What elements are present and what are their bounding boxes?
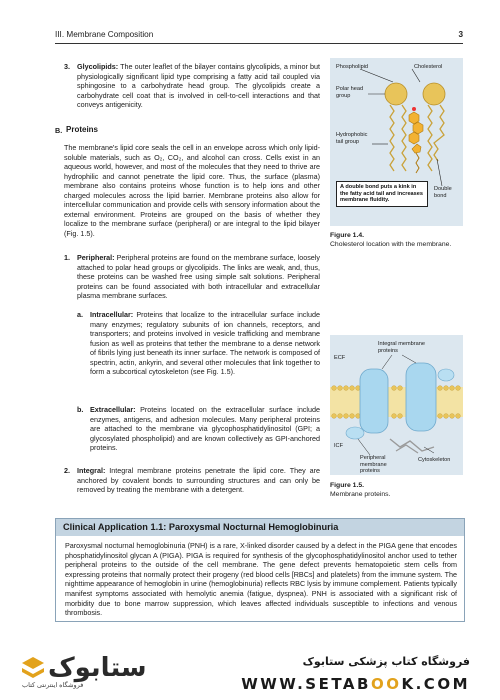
- glycolipids-marker: 3.: [64, 62, 70, 71]
- figure-1-5-caption-text: Membrane proteins.: [330, 490, 391, 498]
- peripheral-protein-outer: [438, 369, 454, 381]
- integral-paragraph: [77, 466, 320, 495]
- figure-1-5-panel: [330, 335, 463, 475]
- peripheral-protein-inner: [346, 427, 364, 439]
- glycolipids-text: The outer leaflet of the bilayer contains glycolipids, a minor but physiologically significant lipid type comprising a fatty acid tail coupled via sphingosine to a carbohydrate head group. The glycolipids create a carbohydrate cell coat that is involved in cell-to-cell interactions and that conveys antigenicity.: [77, 62, 320, 109]
- peripheral-text: Peripheral proteins are found on the membrane surface, loosely attached to polar head groups or glycolipids. The links are weak, and, thus, these proteins can be washed free using simple salt solutions. Peripheral proteins can be found associated with both intracellular and extracellular plasma membrane surfaces.: [77, 253, 320, 300]
- logo-wordmark: ستابوک: [48, 653, 147, 683]
- url-part-2: OO: [370, 675, 402, 693]
- label-polar-head: Polar head group: [336, 86, 364, 99]
- figure-1-5-caption: [330, 482, 465, 499]
- extracellular-marker: b.: [77, 405, 84, 414]
- store-name: فروشگاه کتاب پزشکی ستابوک: [302, 655, 470, 668]
- extracellular-text: Proteins located on the extracellular surface include enzymes, antigens, and adhesion molecules. Many peripheral proteins are attached to the membrane via glycophosphatidylinositol (GPI; a glycosylated phospholipid) and are known collectively as GPI-anchored proteins.: [90, 405, 320, 452]
- label-phospholipid: Phospholipid: [336, 64, 369, 70]
- store-logo: [20, 653, 147, 689]
- integral-protein-right: [406, 363, 436, 431]
- intracellular-paragraph: [90, 310, 320, 377]
- extracellular-paragraph: [90, 405, 320, 453]
- label-peripheral-proteins: Peripheral membrane proteins: [360, 455, 387, 475]
- lipid-bilayer: [330, 387, 463, 417]
- glycolipids-paragraph: [77, 62, 320, 110]
- peripheral-marker: 1.: [64, 253, 70, 262]
- peripheral-term: Peripheral:: [77, 253, 115, 262]
- figure-1-4-caption-text: Cholesterol location with the membrane.: [330, 240, 452, 248]
- proteins-intro-paragraph: The membrane's lipid core seals the cell in an envelope across which only lipid-soluble materials, such as O₂, CO₂, and alcohol can cross. Cells exist in an aqueous world, however, and most of the molecules that they need to thrive are hydrophilic and cannot penetrate the lipid core. Thus, the surface (plasma) membrane also contains proteins whose function is to help ions and other charged molecules across the lipid barrier. Membrane proteins also allow for intercellular communication and provide cells with sensory information about the external environment. Proteins are grouped on the basis of whether they localize to the membrane surface (peripheral) or are integral to the lipid bilayer (Fig. 1.5).: [64, 143, 320, 238]
- intracellular-term: Intracellular:: [90, 310, 134, 319]
- figure-1-4-panel: [330, 58, 463, 226]
- proteins-marker: B.: [55, 126, 63, 135]
- integral-text: Integral membrane proteins penetrate the lipid core. They are anchored by covalent bonds to surrounding structures and can only be removed by treating the membrane with a detergent.: [77, 466, 320, 494]
- proteins-heading: Proteins: [66, 125, 99, 134]
- label-icf: ICF: [334, 443, 344, 449]
- glycolipids-term: Glycolipids:: [77, 62, 119, 71]
- url-part-1: WWW.SETAB: [241, 675, 371, 693]
- clinical-application-title: Clinical Application 1.1: Paroxysmal Nocturnal Hemoglobinuria: [56, 519, 464, 536]
- label-cholesterol: Cholesterol: [414, 64, 443, 70]
- phospholipid-head-right: [423, 83, 445, 105]
- figure-1-4-caption: [330, 232, 465, 249]
- kink-note: A double bond puts a kink in the fatty acid tail and increases membrane fluidity.: [336, 181, 428, 207]
- integral-marker: 2.: [64, 466, 70, 475]
- clinical-application-box: [55, 518, 465, 622]
- extracellular-term: Extracellular:: [90, 405, 136, 414]
- section-title: III. Membrane Composition: [55, 30, 154, 39]
- book-logo-icon: [20, 655, 46, 681]
- figure-1-4-number: Figure 1.4.: [330, 232, 364, 239]
- phospholipid-head-left: [385, 83, 407, 105]
- label-ecf: ECF: [334, 355, 346, 361]
- label-hydrophobic-tail: Hydrophobic tail group: [336, 132, 368, 145]
- figure-1-5-number: Figure 1.5.: [330, 482, 364, 489]
- intracellular-marker: a.: [77, 310, 83, 319]
- intracellular-text: Proteins that localize to the intracellular surface include many enzymes; regulatory subunits of ion channels, receptors, and transporters; and proteins involved in vesicle trafficking and membrane fusion as well as proteins that tether the membrane to a dense network of fibrils lying just beneath its inner surface. The network is composed of spectrin, actin, ankyrin, and several other molecules that link together to form a subcortical cytoskeleton (see Fig. 1.5).: [90, 310, 320, 376]
- running-header: [55, 30, 463, 44]
- header-rule: [55, 43, 463, 44]
- figure-1-5-illustration: [330, 335, 463, 475]
- label-cytoskeleton: Cytoskeleton: [418, 457, 451, 463]
- label-double-bond: Double bond: [434, 186, 452, 199]
- integral-protein-left: [360, 369, 388, 433]
- page-number: 3: [458, 30, 463, 39]
- cholesterol-molecule: [409, 112, 423, 153]
- peripheral-paragraph: [77, 253, 320, 301]
- store-url[interactable]: [241, 675, 470, 693]
- url-part-3: K.COM: [401, 675, 470, 693]
- logo-subtitle: فروشگاه اینترنتی کتاب: [22, 682, 84, 689]
- integral-term: Integral:: [77, 466, 106, 475]
- clinical-application-text: Paroxysmal nocturnal hemoglobinuria (PNH) is a rare, X-linked disorder caused by a defect in the PIGA gene that encodes phosphatidylinositol glycan A (PIGA). PIGA is required for synthesis of the glycophosphatidylinositol anchor used to tether peripheral proteins to the outside of the cell membrane. The gene defect prevents hematopoietic stem cells from expressing proteins that normally protect their progeny (red blood cells [RBCs] and platelets) from the immune system. The nighttime appearance of hemoglobin in urine (hemoglobinuria) reflects RBC lysis by immune complement. Patients typically manifest symptoms associated with hemolytic anemia (fatigue, dyspnea). PNH is associated with a significant risk of morbidity due to bone marrow suppression, which leaves affected individuals susceptible to infections and venous thrombosis.: [65, 541, 457, 618]
- label-integral-proteins: Integral membrane proteins: [378, 341, 425, 354]
